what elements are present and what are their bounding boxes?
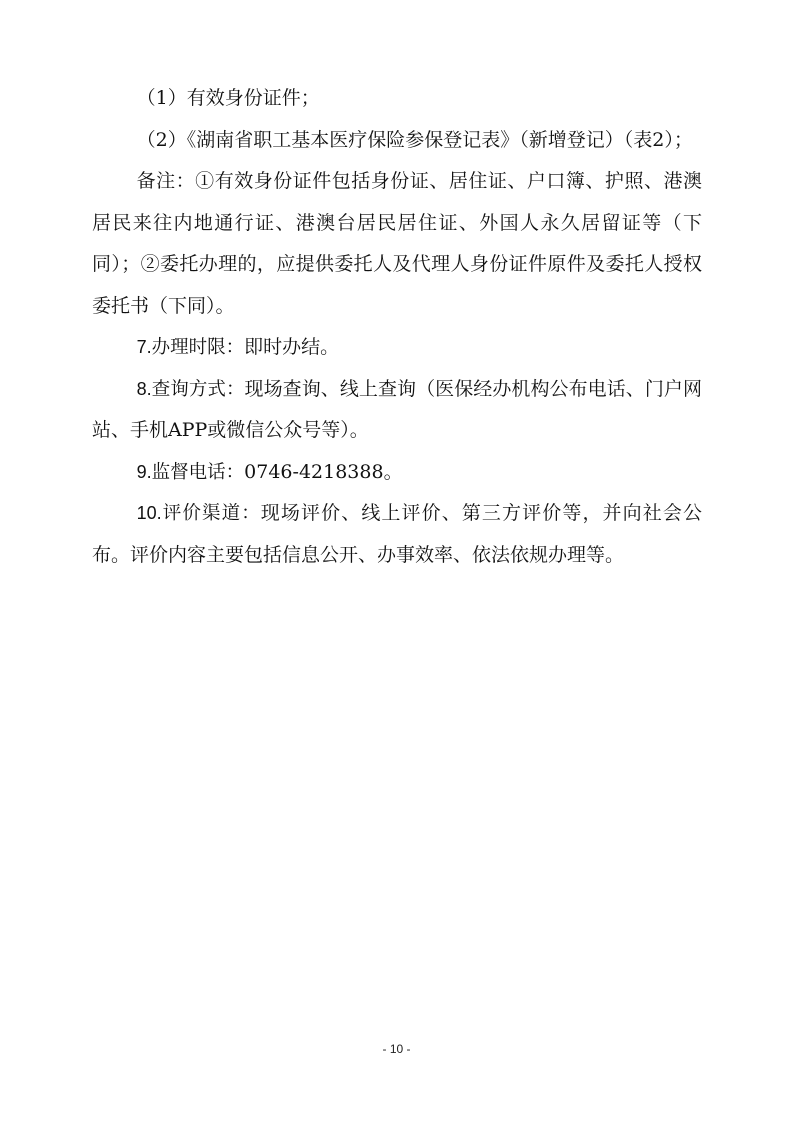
section-8-text: 现场查询、线上查询（医保经办机构公布电话、门户网站、手机APP或微信公众号等）。 (92, 377, 702, 441)
section-7-text: 即时办结。 (244, 336, 340, 358)
section-7-time-limit (92, 327, 702, 369)
section-9-text: 0746-4218388。 (244, 460, 403, 483)
document-body (92, 78, 702, 576)
section-7-label: 办理时限： (151, 337, 245, 358)
section-9-number: 9. (136, 461, 152, 482)
material-item-1: （1）有效身份证件； (136, 87, 320, 109)
section-10-label: 评价渠道： (161, 503, 261, 524)
section-9-label: 监督电话： (151, 461, 245, 483)
section-8-label: 查询方式： (151, 378, 245, 400)
section-10-evaluation-channels (92, 493, 702, 576)
remark-paragraph: 备注：①有效身份证件包括身份证、居住证、户口簿、护照、港澳居民来往内地通行证、港澳台居民居住证、外国人永久居留证等（下同）；②委托办理的，应提供委托人及代理人身份证件原件及委托人授权委托书（下同）。 (92, 170, 702, 317)
section-8-query-method (92, 369, 702, 452)
section-8-number: 8. (136, 378, 152, 399)
section-9-supervision-phone (92, 452, 702, 494)
page-number: - 10 - (382, 1042, 411, 1056)
section-10-text: 现场评价、线上评价、第三方评价等，并向社会公布。评价内容主要包括信息公开、办事效率、依法依规办理等。 (92, 502, 702, 566)
section-10-number: 10. (136, 503, 162, 523)
material-item-2: （2）《湖南省职工基本医疗保险参保登记表》（新增登记）（表2）； (136, 128, 693, 151)
section-7-number: 7. (136, 337, 152, 357)
